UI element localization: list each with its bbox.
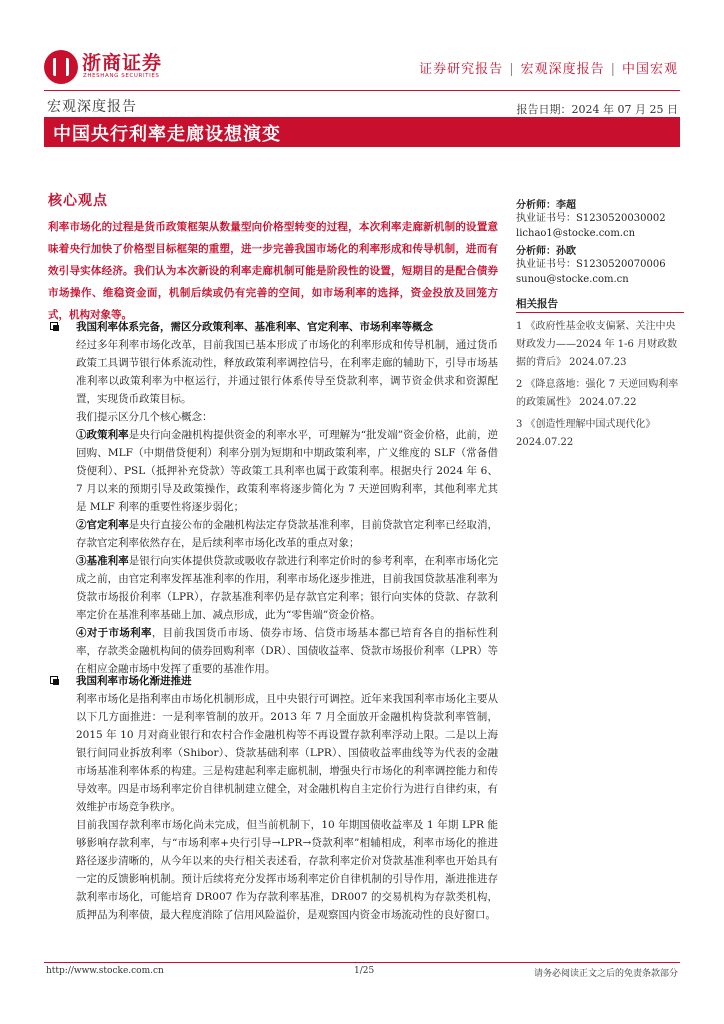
brand-logo bbox=[44, 50, 78, 84]
related-report-item[interactable]: 3 《创造性理解中国式现代化》 2024.07.22 bbox=[516, 419, 656, 448]
page-number: 1/25 bbox=[354, 966, 375, 976]
analyst-name: 分析师：孙欧 bbox=[516, 246, 576, 257]
checkbox-bullet-icon bbox=[50, 322, 58, 330]
paragraph: 经过多年利率市场化改革，目前我国已基本形成了市场化的利率形成和传导机制，通过货币政策工具调节银行体系流动性，释放政策利率调控信号，在利率走廊的辅助下，引导市场基准利率以政策利率为中枢运行，并通过银行体系传导至贷款利率，调节资金供求和资源配置，实现货币政策目标。 bbox=[76, 339, 498, 405]
page-title: 中国央行利率走廊设想演变 bbox=[53, 124, 281, 145]
related-report-item[interactable]: 1 《政府性基金收支偏紧、关注中央财政发力——2024 年 1-6 月财政数据的背后》 2024.07.23 bbox=[516, 321, 678, 368]
nav-item-research-report: 证券研究报告 bbox=[419, 62, 504, 77]
related-reports-divider bbox=[516, 312, 684, 313]
concept-market-rate: ④对于市场利率，目前我国货币市场、债券市场、信贷市场基本都已培育各自的指标性利率，存款类金融机构间的债券回购利率（DR）、国债收益率、贷款市场报价利率（LPR）等在相应金融市场中发挥了重要的基准作用。 bbox=[76, 627, 499, 675]
nav-item-macro-depth: 宏观深度报告 bbox=[520, 62, 605, 77]
brand-subtitle: ZHESHANG SECURITIES bbox=[83, 73, 160, 79]
concept-benchmark-rate: ③基准利率是银行向实体提供贷款或吸收存款进行利率定价时的参考利率，在利率市场化完成之前，由官定利率发挥基准利率的作用，利率市场化逐步推进，目前我国贷款基准利率为贷款市场报价利率（LPR），存款基准利率仍是存款官定利率；银行向实体的贷款、存款利率定价在基准利率基础上加、减点形成，此为“零售端”资金价格。 bbox=[76, 555, 499, 621]
section-heading bbox=[48, 318, 498, 336]
footer-disclaimer: 请务必阅读正文之后的免责条款部分 bbox=[533, 969, 678, 979]
section-heading bbox=[48, 672, 498, 690]
header-divider bbox=[44, 90, 680, 91]
related-reports-list bbox=[516, 318, 684, 456]
paragraph: 利率市场化是指利率由市场化机制形成，且中央银行可调控。近年来我国利率市场化主要从以下几方面推进：一是利率管制的放开。2013 年 7 月全面放开金融机构贷款利率管制，2015 年 10 月对商业银行和农村合作金融机构等不再设置存款利率浮动上限。二是以上海银行间同业拆放利率（Shibor）、贷款基础利率（LPR）、国债收益率曲线等为代表的金融市场基准利率体系的构建。三是构建起利率走廊机制，增强央行市场化的利率调控能力和传导效率。四是市场利率定价自律机制建立健全，对金融机构自主定价行为进行自律约束，有效维护市场竞争秩序。 bbox=[76, 693, 498, 813]
analyst-email[interactable]: lichao1@stocke.com.cn bbox=[516, 228, 636, 239]
related-report-item[interactable]: 2 《降息落地：强化 7 天逆回购利率的政策属性》 2024.07.22 bbox=[516, 379, 679, 408]
section-heading-text: 我国利率体系完备，需区分政策利率、基准利率、官定利率、市场利率等概念 bbox=[76, 321, 433, 333]
analyst-name: 分析师：李超 bbox=[516, 200, 576, 211]
footer-url[interactable]: http://www.stocke.com.cn bbox=[46, 966, 164, 976]
analyst-2 bbox=[516, 242, 684, 287]
concept-policy-rate: ①政策利率是央行向金融机构提供资金的利率水平，可理解为“批发端”资金价格，此前，逆回购、MLF（中期借贷便利）利率分别为短期和中期政策利率，广义维度的 SLF（常备借贷便利）、PSL（抵押补充贷款）等政策工具利率也属于政策利率。根据央行 2024 年 6、7 月以来的预期引导及政策操作，政策利率将逐步简化为 7 天逆回购利率，其他利率尤其是 MLF 利率的重要性将逐步弱化； bbox=[76, 429, 499, 513]
section-rate-marketization bbox=[48, 672, 498, 924]
core-view-heading: 核心观点 bbox=[48, 193, 108, 209]
top-nav: 证券研究报告 | 宏观深度报告 | 中国宏观 bbox=[419, 62, 678, 77]
paragraph: 我们提示区分几个核心概念： bbox=[76, 411, 213, 423]
analyst-1 bbox=[516, 196, 684, 241]
doc-type-label: 宏观深度报告 bbox=[47, 99, 137, 115]
brand-name: 浙商证券 bbox=[82, 52, 163, 74]
analyst-email[interactable]: sunou@stocke.com.cn bbox=[516, 274, 629, 285]
nav-item-china-macro: 中国宏观 bbox=[621, 62, 678, 77]
report-date: 报告日期：2024 年 07 月 25 日 bbox=[516, 103, 678, 116]
paragraph: 目前我国存款利率市场化尚未完成，但当前机制下，10 年期国债收益率及 1 年期 LPR 能够影响存款利率，与“市场利率+央行引导→LPR→贷款利率”相辅相成，利率市场化的推进路径逐步清晰的，从今年以来的央行相关表述看，存款利率定价对贷款基准利率也开始具有一定的反馈影响机制。预计后续将充分发挥市场利率定价自律机制的引导作用，渐进推进存款利率市场化，可能培育 DR007 作为存款利率基准，DR007 的交易机构为存款类机构，质押品为利率债，最大程度消除了信用风险溢价，是观察国内资金市场流动性的良好窗口。 bbox=[76, 819, 498, 921]
checkbox-bullet-icon bbox=[50, 676, 58, 684]
section-heading-text: 我国利率市场化渐进推进 bbox=[76, 675, 192, 687]
analyst-cert: 执业证书号：S1230520070006 bbox=[516, 259, 666, 270]
section-rate-system bbox=[48, 318, 498, 678]
footer-divider bbox=[44, 962, 680, 963]
related-reports-heading: 相关报告 bbox=[516, 298, 558, 310]
concept-official-rate: ②官定利率是央行直接公布的金融机构法定存贷款基准利率，目前贷款官定利率已经取消，存款官定利率依然存在，是后续利率市场化改革的重点对象； bbox=[76, 519, 499, 549]
analyst-cert: 执业证书号：S1230520030002 bbox=[516, 213, 666, 224]
core-view-summary: 利率市场化的过程是货币政策框架从数量型向价格型转变的过程，本次利率走廊新机制的设置意味着央行加快了价格型目标框架的重塑，进一步完善我国市场化的利率形成和传导机制，进而有效引导实体经济。我们认为本次新设的利率走廊机制可能是阶段性的设置，短期目的是配合债券市场操作、维稳资金面，机制后续或仍有完善的空间，如市场利率的选择，资金投放及回笼方式，机构对象等。 bbox=[48, 221, 498, 321]
